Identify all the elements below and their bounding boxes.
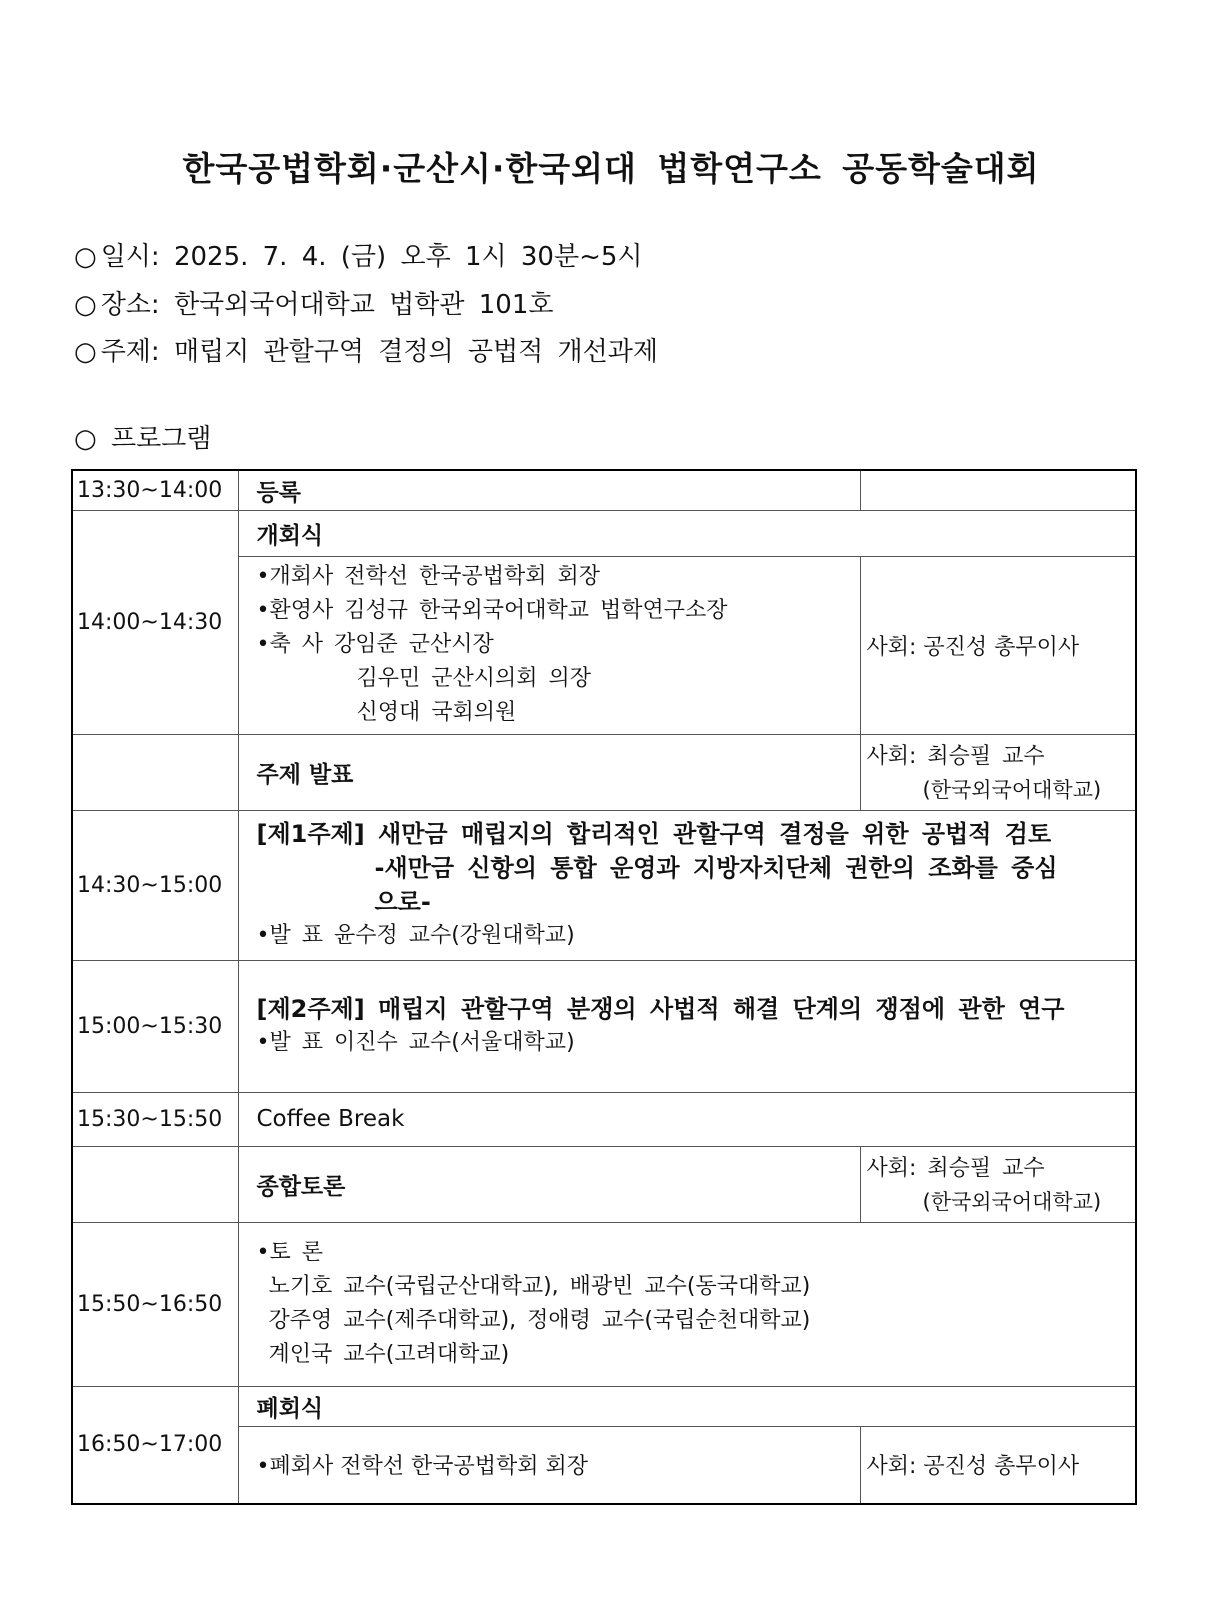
circle-bullet-icon: ○ <box>74 337 97 367</box>
opening-host: 사회: 공진성 총무이사 <box>860 556 1136 734</box>
discussion-label: 종합토론 <box>238 1146 860 1222</box>
table-row <box>72 1146 1136 1222</box>
table-row <box>72 1386 1136 1426</box>
opening-details <box>238 556 860 734</box>
table-row <box>72 960 1136 1092</box>
discussants-header: •토 론 <box>256 1240 323 1265</box>
discussion-host-affil: (한국외국어대학교) <box>922 1190 1102 1214</box>
topic1-subtitle: -새만금 신항의 통합 운영과 지방자치단체 권한의 조화를 중심 <box>374 854 1058 882</box>
registration-label: 등록 <box>238 470 860 510</box>
host-cell <box>860 470 1136 510</box>
time-cell: 15:50~16:50 <box>72 1222 238 1386</box>
topic1-cell <box>238 810 1136 960</box>
table-row <box>72 470 1136 510</box>
time-cell <box>72 734 238 810</box>
program-label: ○ 프로그램 <box>74 424 212 454</box>
table-row <box>72 734 1136 810</box>
topic1-subtitle-cont: 으로- <box>374 888 431 916</box>
congratulatory-speech-3: 신영대 국회의원 <box>356 700 517 725</box>
discussants-line: 노기호 교수(국립군산대학교), 배광빈 교수(동국대학교) <box>268 1274 811 1299</box>
opening-speech: •개회사 전학선 한국공법학회 회장 <box>256 564 600 589</box>
time-cell <box>72 1146 238 1222</box>
program-table <box>71 469 1137 1505</box>
table-row <box>72 510 1136 556</box>
info-date <box>74 236 643 273</box>
time-cell: 14:30~15:00 <box>72 810 238 960</box>
time-cell: 13:30~14:00 <box>72 470 238 510</box>
circle-bullet-icon: ○ <box>74 290 97 320</box>
congratulatory-speech: •축 사 강임준 군산시장 <box>256 632 494 657</box>
presentation-host <box>860 734 1136 810</box>
topic1-title: [제1주제] 새만금 매립지의 합리적인 관할구역 결정을 위한 공법적 검토 <box>256 820 1052 848</box>
topic-text: 주제: 매립지 관할구역 결정의 공법적 개선과제 <box>100 337 658 367</box>
welcome-speech: •환영사 김성규 한국외국어대학교 법학연구소장 <box>256 598 728 623</box>
discussion-host <box>860 1146 1136 1222</box>
presentation-host-affil: (한국외국어대학교) <box>922 778 1102 802</box>
page-title: 한국공법학회·군산시·한국외대 법학연구소 공동학술대회 <box>182 149 1040 188</box>
closing-host: 사회: 공진성 총무이사 <box>860 1426 1136 1504</box>
opening-label: 개회식 <box>238 510 1136 556</box>
discussants-line: 강주영 교수(제주대학교), 정애령 교수(국립순천대학교) <box>268 1308 811 1333</box>
topic2-title: [제2주제] 매립지 관할구역 분쟁의 사법적 해결 단계의 쟁점에 관한 연구 <box>256 995 1065 1023</box>
presentation-host-name: 사회: 최승필 교수 <box>866 744 1045 769</box>
congratulatory-speech-2: 김우민 군산시의회 의장 <box>356 666 592 691</box>
date-text: 일시: 2025. 7. 4. (금) 오후 1시 30분~5시 <box>100 242 643 272</box>
break-label: Coffee Break <box>238 1092 1136 1146</box>
closing-speech: •폐회사 전학선 한국공법학회 회장 <box>238 1426 860 1504</box>
info-venue <box>74 284 554 321</box>
time-cell: 16:50~17:00 <box>72 1386 238 1504</box>
time-cell: 14:00~14:30 <box>72 510 238 734</box>
topic1-presenter: •발 표 윤수정 교수(강원대학교) <box>256 923 575 948</box>
discussants-cell <box>238 1222 1136 1386</box>
discussion-host-name: 사회: 최승필 교수 <box>866 1156 1045 1181</box>
time-cell: 15:00~15:30 <box>72 960 238 1092</box>
topic2-cell <box>238 960 1136 1092</box>
table-row <box>72 1092 1136 1146</box>
presentation-label: 주제 발표 <box>238 734 860 810</box>
table-row <box>72 810 1136 960</box>
closing-label: 폐회식 <box>238 1386 1136 1426</box>
info-topic <box>74 331 658 368</box>
circle-bullet-icon: ○ <box>74 242 97 272</box>
discussants-line: 계인국 교수(고려대학교) <box>268 1342 510 1367</box>
topic2-presenter: •발 표 이진수 교수(서울대학교) <box>256 1030 575 1055</box>
time-cell: 15:30~15:50 <box>72 1092 238 1146</box>
table-row <box>72 1222 1136 1386</box>
venue-text: 장소: 한국외국어대학교 법학관 101호 <box>100 290 554 320</box>
